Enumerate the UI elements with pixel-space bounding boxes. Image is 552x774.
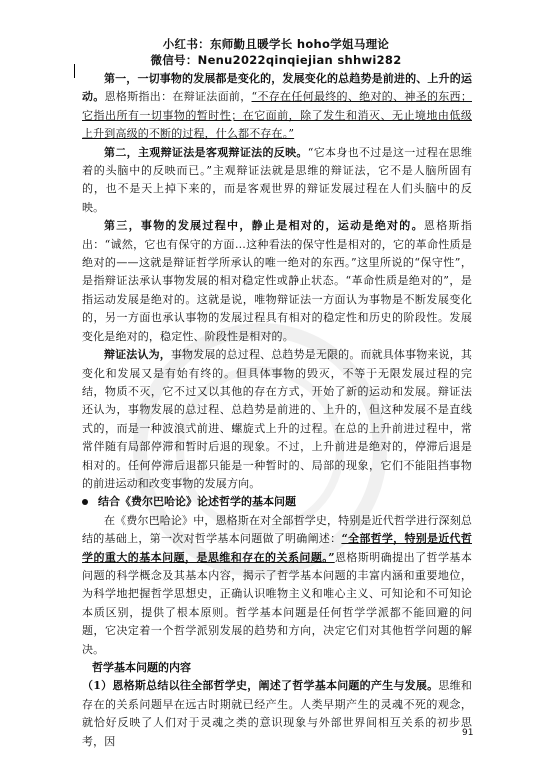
paragraph-2 xyxy=(82,144,472,218)
paragraph-5-intro: 在《费尔巴哈论》中，恩格斯在对全部哲学史，特别是近代哲学进行深刻总结的基础上，第一次对哲学基本问题做了明确阐述： xyxy=(82,513,472,546)
bullet-icon xyxy=(82,499,88,505)
section-heading-text: 结合《费尔巴哈论》论述哲学的基本问题 xyxy=(98,495,296,509)
paragraph-5 xyxy=(82,512,472,659)
paragraph-6-heading: （1）恩格斯总结以往全部哲学史，阐述了哲学基本问题的产生与发展。 xyxy=(82,679,439,693)
section-heading xyxy=(82,493,472,511)
paragraph-1-intro: 恩格斯指出：在辩证法面前， xyxy=(104,90,252,104)
paragraph-5-text: 恩格斯明确提出了哲学基本问题的科学概念及其基本内容，揭示了哲学基本问题的丰富内涵和重要地位，为科学地把握哲学思想史，正确认识唯物主义和唯心主义、可知论和不可知论本质区别，提供了根本原则。哲学基本问题是任何哲学学派都不能回避的问题，它决定着一个哲学派别发展的趋势和方向，决定它们对其他哲学问题的解决。 xyxy=(82,550,472,656)
paragraph-6 xyxy=(82,677,472,751)
sub-heading: 哲学基本问题的内容 xyxy=(92,661,191,674)
paragraph-5-quote: “全部哲学，特别是近代哲学的重大的基本问题，是思维和存在的关系问题。” xyxy=(82,532,472,564)
paragraph-4-text: 事物发展的总过程、总趋势是无限的。而就具体事物来说，其变化和发展又是有始有终的。但具体事物的毁灭，不等于无限发展过程的完结，物质不灭，它不过又以其他的存在方式，开始了新的运动和发展。辩证法还认为，事物发展的总过程、总趋势是前进的、上升的，但这种发展不是直线式的，而是一种波浪式前进、螺旋式上升的过程。在总的上升前进过程中，常常伴随有局部停滞和暂时后退的现象。不过，上升前进是绝对的，停滞后退是相对的。任何停滞后退都只能是一种暂时的、局部的现象，它们不能阻挡事物的前进运动和改变事物的发展方向。 xyxy=(82,348,472,490)
paragraph-4 xyxy=(82,346,472,493)
paragraph-3 xyxy=(82,217,472,346)
header-line-2: 微信号：Nenu2022qinqiejian shhwi282 xyxy=(150,53,402,67)
document-body xyxy=(82,70,472,751)
paragraph-6-text: 思维和存在的关系问题早在远古时期就已经产生。人类早期产生的灵魂不死的观念，就恰好反映了人们对于灵魂之类的意识现象与外部世界间相互关系的初步思考，因 xyxy=(82,679,473,748)
paragraph-3-text: 恩格斯指出：“诚然，它也有保守的方面…这种看法的保守性是相对的，它的革命性质是绝对的——这就是辩证哲学所承认的唯一绝对的东西。”这里所说的“保守性”，是指辩证法承认事物发展的相对稳定性或静止状态。“革命性质是绝对的”，是指运动发展是绝对的。这就是说，唯物辩证法一方面认为事物是不断发展变化的，另一方面也承认事物的发展过程具有相对的稳定性和历史的阶段性。发展变化是绝对的，稳定性、阶段性是相对的。 xyxy=(82,219,472,343)
paragraph-2-heading: 第二，主观辩证法是客观辩证法的反映。 xyxy=(104,145,308,159)
text-cursor xyxy=(74,64,75,78)
header-line-1: 小红书：东师勤且暖学长 hoho学姐马理论 xyxy=(162,37,390,51)
paragraph-1-quote: “不存在任何最终的、绝对的、神圣的东西；它指出所有一切事物的暂时性；在它面前，除了发生和消灭、无止境地由低级上升到高级的不断的过程，什么都不存在。” xyxy=(82,90,472,141)
paragraph-3-heading: 第三，事物的发展过程中，静止是相对的，运动是绝对的。 xyxy=(104,219,424,233)
page-number: 91 xyxy=(462,728,474,738)
paragraph-1 xyxy=(82,70,472,144)
paragraph-4-heading: 辩证法认为， xyxy=(104,348,171,362)
paragraph-2-text: “它本身也不过是这一过程在思维着的头脑中的反映而已。”主观辩证法就是思维的辩证法，它不是人脑所固有的，也不是天上掉下来的，而是客观世界的辩证发展过程在人们头脑中的反映。 xyxy=(82,145,472,214)
paragraph-1-heading: 第一，一切事物的发展都是变化的，发展变化的总趋势是前进的、上升的运动。 xyxy=(82,72,472,104)
